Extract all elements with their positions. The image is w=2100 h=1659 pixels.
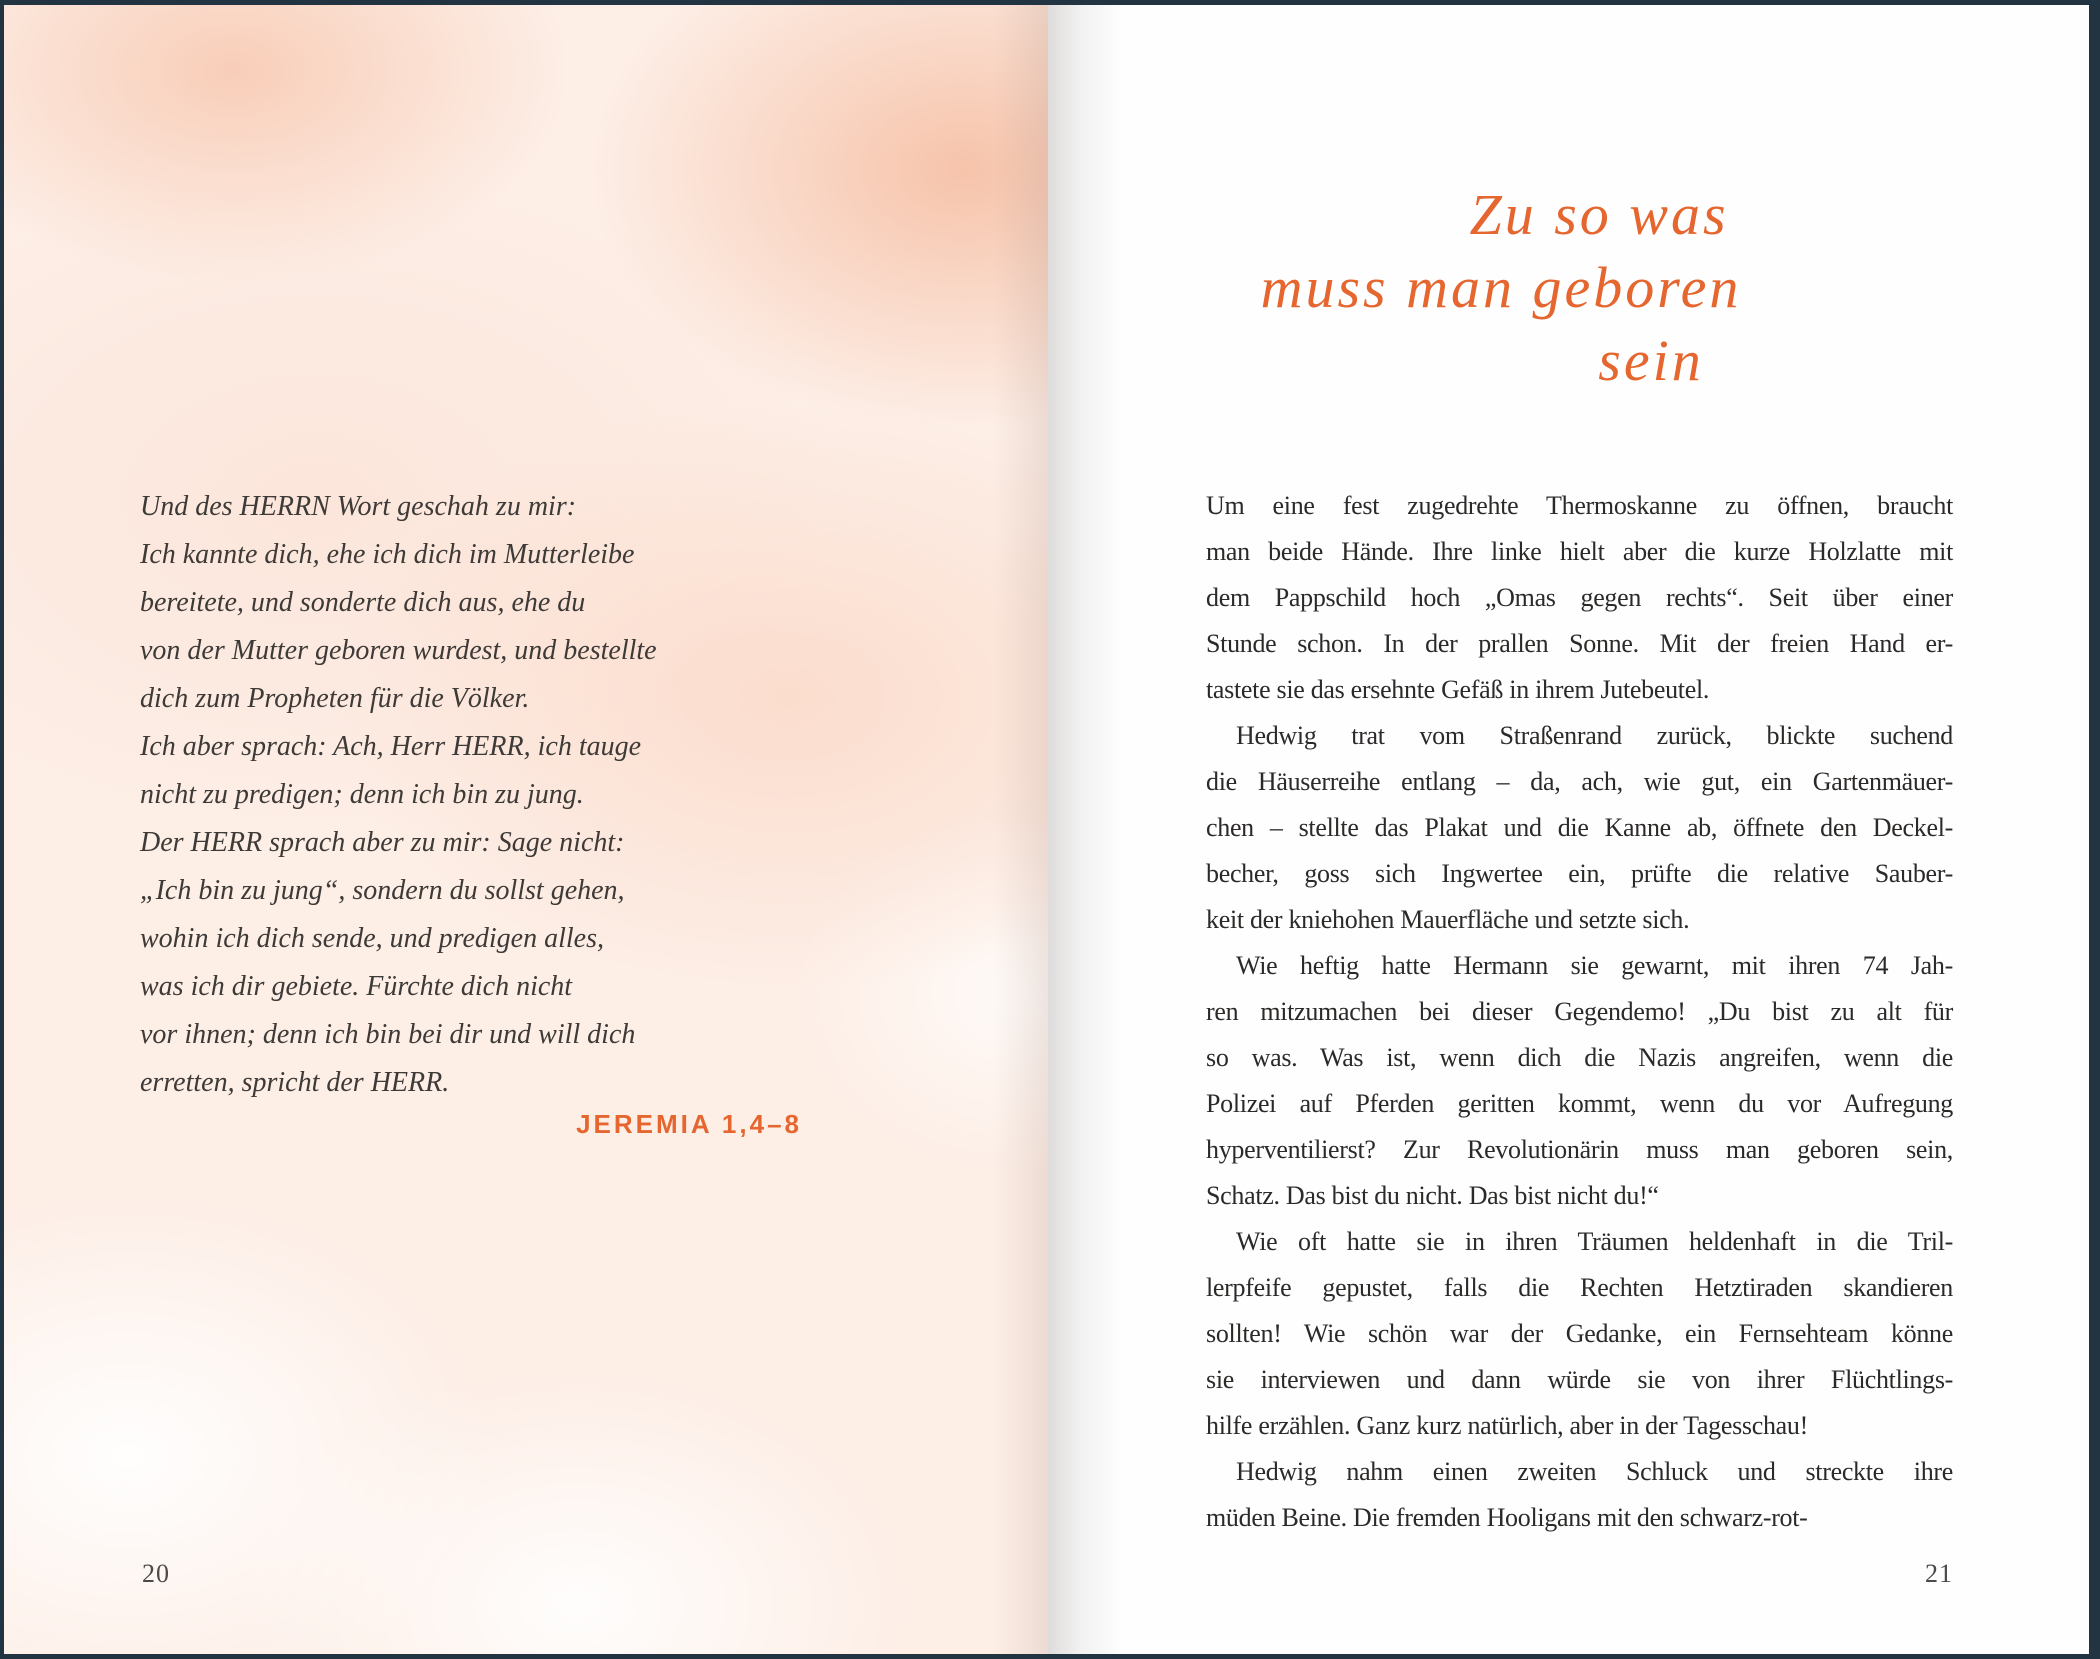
body-line: lerpfeife gepustet, falls die Rechten Hetztiraden skandieren (1206, 1273, 1953, 1302)
verse-line: bereitete, und sonderte dich aus, ehe du (140, 587, 586, 618)
verse-line: nicht zu predigen; denn ich bin zu jung. (140, 779, 584, 810)
page-number-left: 20 (142, 1559, 170, 1588)
chapter-title-line-3: sein (1598, 328, 1704, 393)
body-line: ren mitzumachen bei dieser Gegendemo! „Du bist zu alt für (1206, 997, 1953, 1026)
body-line: so was. Was ist, wenn dich die Nazis angreifen, wenn die (1206, 1043, 1953, 1072)
body-line: man beide Hände. Ihre linke hielt aber die kurze Holzlatte mit (1206, 537, 1953, 566)
body-line: die Häuserreihe entlang – da, ach, wie gut, ein Gartenmäuer- (1206, 767, 1953, 796)
body-line: Polizei auf Pferden geritten kommt, wenn du vor Aufregung (1206, 1089, 1953, 1118)
chapter-title-line-2: muss man geboren (1260, 255, 1742, 320)
verse-line: Ich kannte dich, ehe ich dich im Mutterleibe (140, 539, 635, 570)
body-line: chen – stellte das Plakat und die Kanne ab, öffnete den Deckel- (1206, 813, 1953, 842)
body-line: Stunde schon. In der prallen Sonne. Mit der freien Hand er- (1206, 629, 1953, 658)
verse-line: „Ich bin zu jung“, sondern du sollst gehen, (140, 875, 625, 906)
body-line: Hedwig nahm einen zweiten Schluck und streckte ihre (1236, 1457, 1953, 1486)
verse-line: vor ihnen; denn ich bin bei dir und will dich (140, 1019, 636, 1050)
verse-block (140, 483, 780, 1107)
verse-citation: JEREMIA 1,4–8 (576, 1109, 802, 1139)
body-line: Schatz. Das bist du nicht. Das bist nicht du!“ (1206, 1181, 1659, 1210)
verse-line: erretten, spricht der HERR. (140, 1067, 450, 1098)
verse-line: Der HERR sprach aber zu mir: Sage nicht: (140, 827, 625, 858)
body-line: sie interviewen und dann würde sie von ihrer Flüchtlings- (1206, 1365, 1953, 1394)
book-spread (4, 5, 2089, 1654)
body-line: hilfe erzählen. Ganz kurz natürlich, aber in der Tagesschau! (1206, 1411, 1808, 1440)
left-page (4, 5, 1048, 1654)
verse-line: Und des HERRN Wort geschah zu mir: (140, 491, 577, 522)
body-line: Wie heftig hatte Hermann sie gewarnt, mit ihren 74 Jah- (1236, 951, 1953, 980)
body-line: keit der kniehohen Mauerfläche und setzte sich. (1206, 905, 1690, 934)
verse-line: von der Mutter geboren wurdest, und bestellte (140, 635, 657, 666)
body-text (1206, 483, 1953, 1541)
body-line: tastete sie das ersehnte Gefäß in ihrem Jutebeutel. (1206, 675, 1710, 704)
verse-line: dich zum Propheten für die Völker. (140, 683, 530, 714)
page-number-right: 21 (1925, 1559, 1953, 1588)
body-line: Hedwig trat vom Straßenrand zurück, blickte suchend (1236, 721, 1953, 750)
verse-line: Ich aber sprach: Ach, Herr HERR, ich tauge (140, 731, 642, 762)
body-line: Um eine fest zugedrehte Thermoskanne zu öffnen, braucht (1206, 491, 1953, 520)
body-line: müden Beine. Die fremden Hooligans mit den schwarz-rot- (1206, 1503, 1808, 1532)
body-line: Wie oft hatte sie in ihren Träumen heldenhaft in die Tril- (1236, 1227, 1953, 1256)
right-page (1048, 5, 2089, 1654)
body-line: becher, goss sich Ingwertee ein, prüfte die relative Sauber- (1206, 859, 1953, 888)
verse-line: wohin ich dich sende, und predigen alles, (140, 923, 604, 954)
body-line: hyperventilierst? Zur Revolutionärin muss man geboren sein, (1206, 1135, 1953, 1164)
body-line: dem Pappschild hoch „Omas gegen rechts“. Seit über einer (1206, 583, 1953, 612)
chapter-title-line-1: Zu so was (1469, 182, 1729, 247)
verse-line: was ich dir gebiete. Fürchte dich nicht (140, 971, 573, 1002)
body-line: sollten! Wie schön war der Gedanke, ein Fernsehteam könne (1206, 1319, 1953, 1348)
